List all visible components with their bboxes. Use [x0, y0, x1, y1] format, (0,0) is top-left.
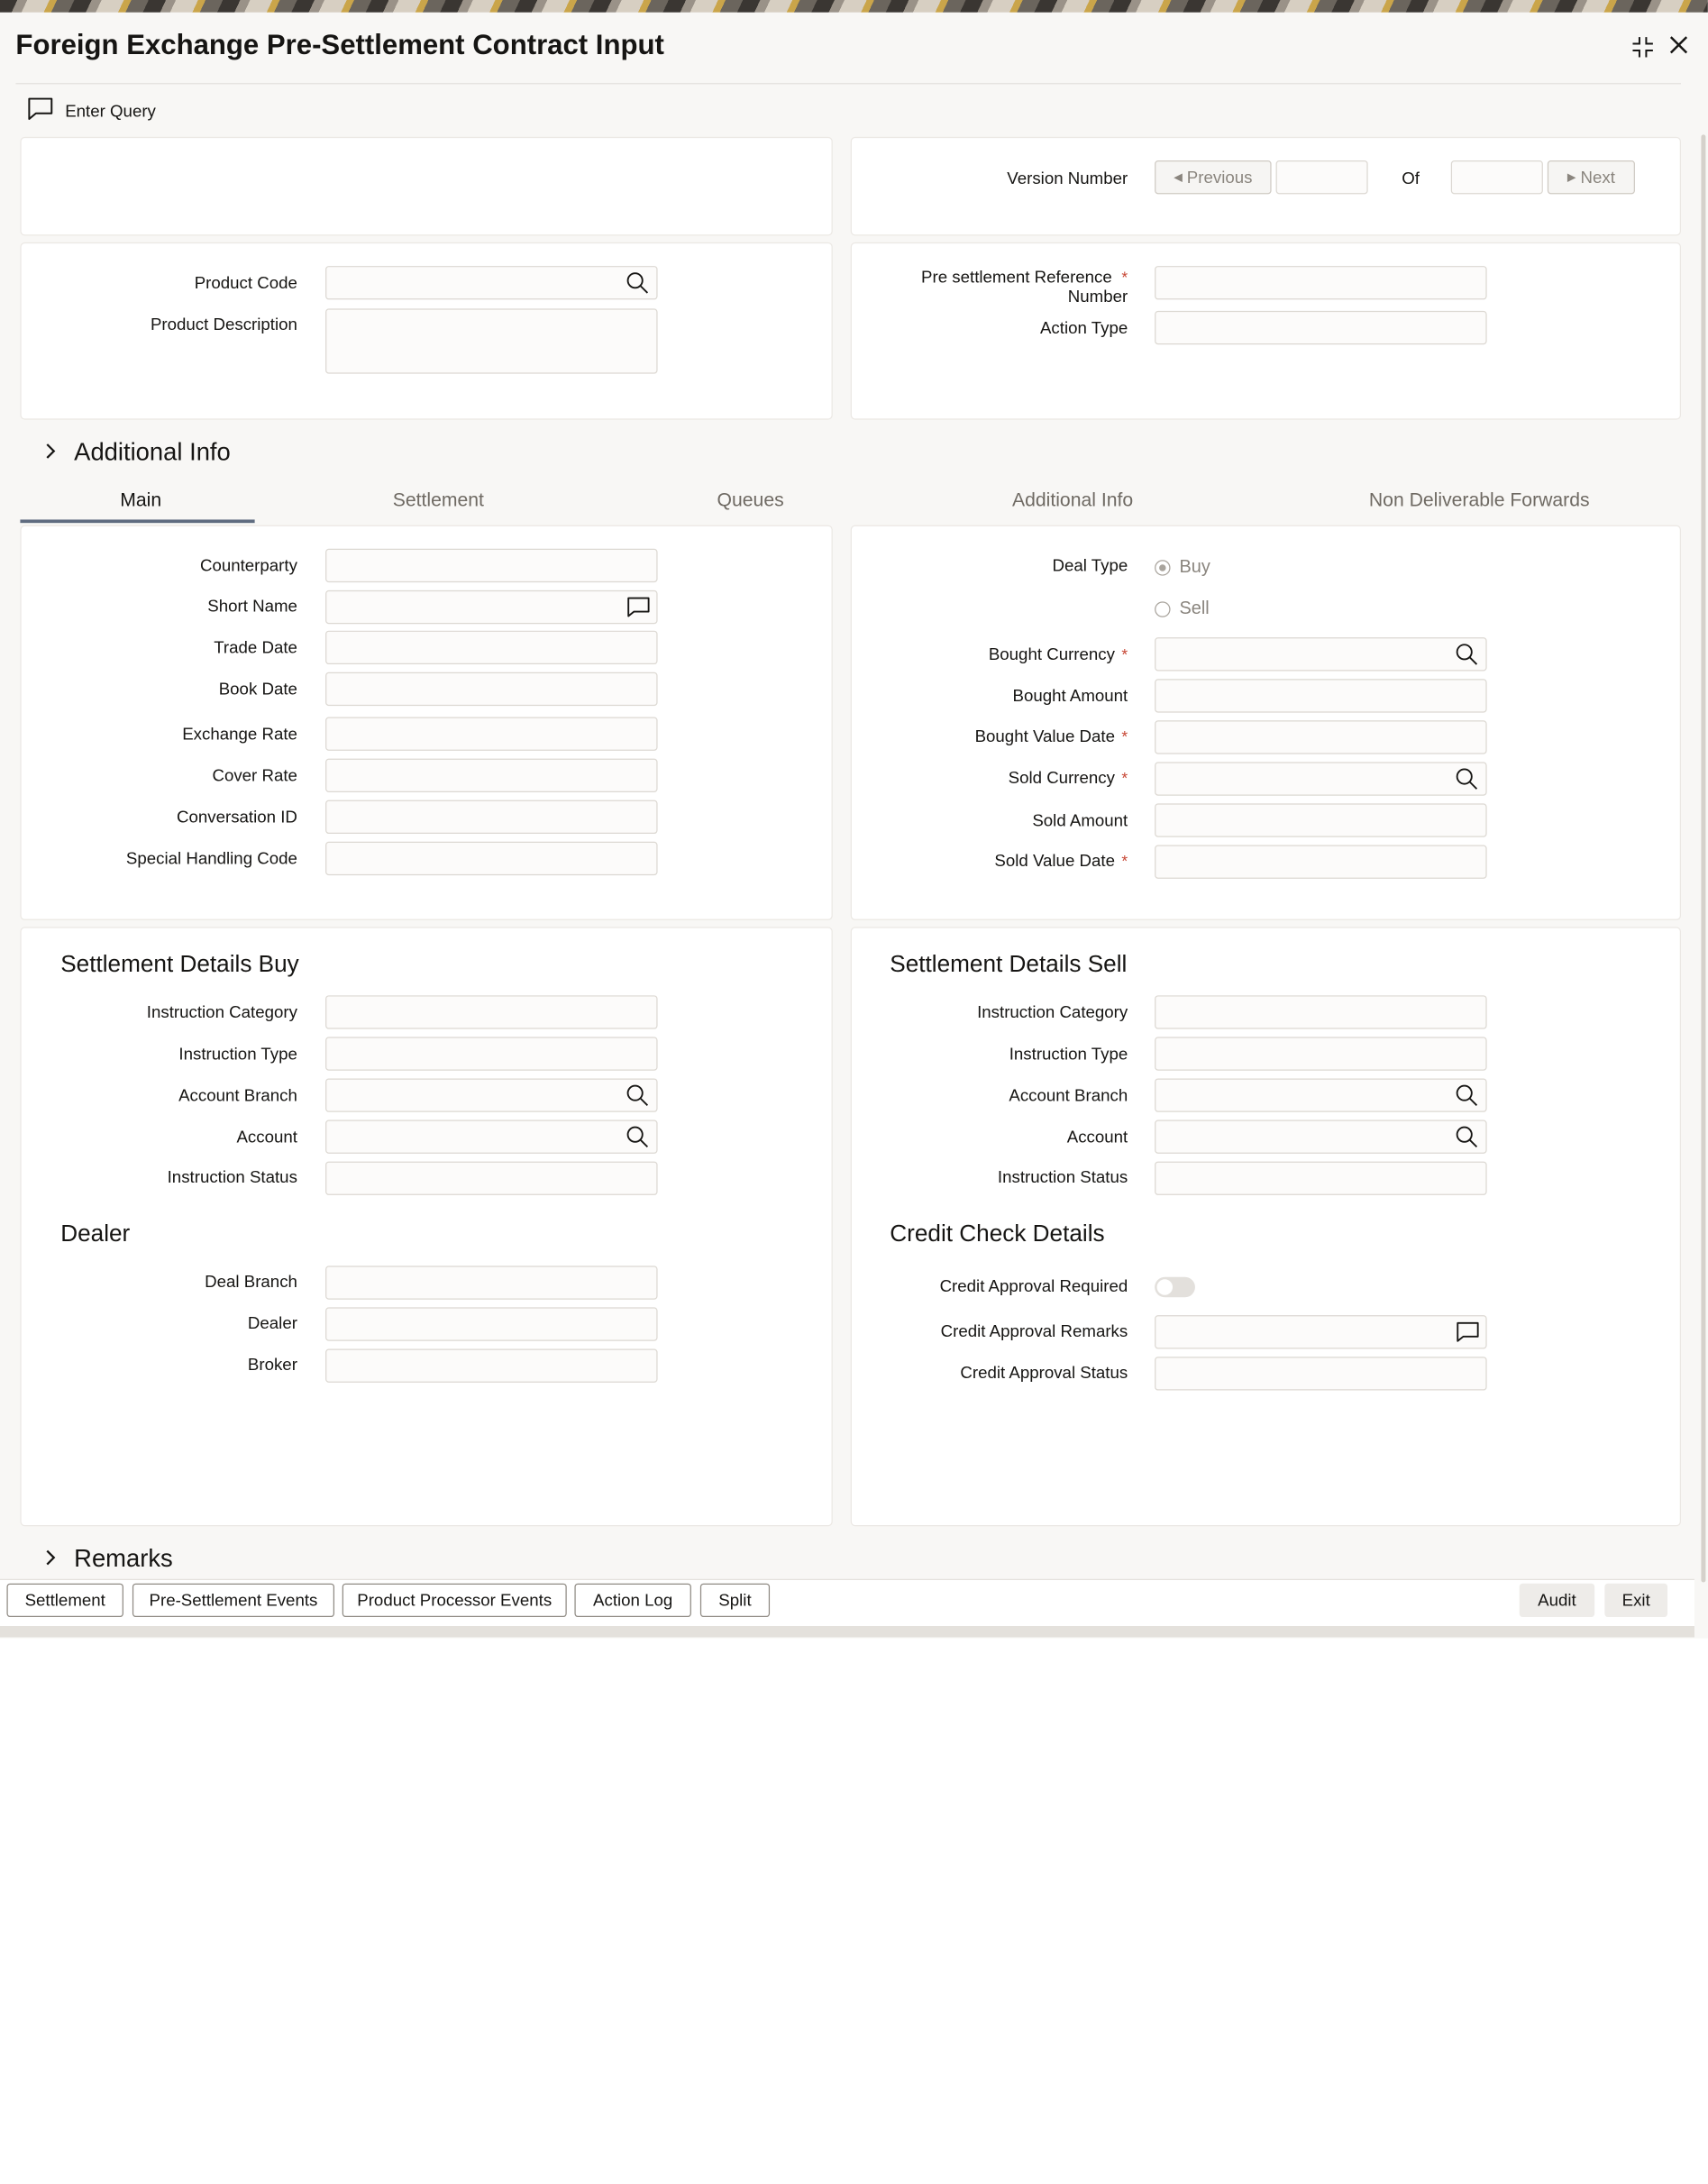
remarks-label: Remarks	[74, 1544, 173, 1573]
buy-account-branch-field[interactable]	[325, 1078, 658, 1111]
bought-currency-text: Bought Currency	[988, 644, 1115, 665]
required-marker: *	[1121, 768, 1128, 787]
exchange-rate-field[interactable]	[325, 717, 658, 751]
sell-account-field[interactable]	[1155, 1120, 1487, 1154]
credit-approval-required-label: Credit Approval Required	[939, 1276, 1128, 1296]
dealer-title: Dealer	[60, 1220, 131, 1247]
reference-number-label	[836, 269, 1128, 306]
comment-icon[interactable]	[626, 596, 649, 618]
search-icon[interactable]	[626, 1126, 649, 1148]
special-handling-code-label: Special Handling Code	[125, 849, 297, 869]
previous-label: Previous	[1186, 168, 1253, 187]
deal-branch-field[interactable]	[325, 1266, 658, 1299]
sold-value-date-field[interactable]	[1155, 845, 1487, 878]
counterparty-field[interactable]	[325, 549, 658, 582]
trade-date-field[interactable]	[325, 631, 658, 664]
action-log-button[interactable]: Action Log	[574, 1584, 690, 1617]
sold-amount-field[interactable]	[1155, 803, 1487, 836]
bought-currency-label	[836, 645, 1128, 664]
of-label: Of	[1402, 169, 1420, 189]
bought-value-date-field[interactable]	[1155, 720, 1487, 754]
sell-instruction-type-label: Instruction Type	[1009, 1045, 1128, 1065]
reference-label-line1: Pre settlement Reference	[921, 268, 1112, 288]
product-code-field[interactable]	[325, 266, 658, 299]
buy-instruction-category-label: Instruction Category	[146, 1003, 297, 1023]
sold-currency-label	[836, 769, 1128, 788]
credit-check-title: Credit Check Details	[890, 1220, 1105, 1247]
next-label: Next	[1580, 168, 1615, 187]
sold-currency-text: Sold Currency	[1008, 768, 1115, 788]
dealer-label: Dealer	[247, 1313, 297, 1334]
credit-approval-status-label: Credit Approval Status	[960, 1363, 1128, 1383]
buy-account-branch-label: Account Branch	[178, 1086, 297, 1106]
pre-settlement-events-button[interactable]: Pre-Settlement Events	[132, 1584, 334, 1617]
required-marker: *	[1121, 268, 1128, 287]
bottom-strip	[0, 1626, 1694, 1637]
tab-main[interactable]: Main	[120, 489, 162, 511]
cover-rate-field[interactable]	[325, 759, 658, 792]
tab-queues[interactable]: Queues	[717, 489, 784, 511]
buy-instruction-type-field[interactable]	[325, 1037, 658, 1070]
buy-instruction-category-field[interactable]	[325, 995, 658, 1028]
chevron-right-icon	[42, 438, 58, 467]
settlement-buy-title: Settlement Details Buy	[60, 951, 299, 978]
short-name-label: Short Name	[207, 597, 297, 617]
tab-settlement[interactable]: Settlement	[392, 489, 484, 511]
caret-right-icon: ▶	[1566, 170, 1576, 184]
special-handling-code-field[interactable]	[325, 842, 658, 875]
conversation-id-label: Conversation ID	[177, 808, 297, 827]
buy-account-label: Account	[236, 1128, 297, 1147]
book-date-label: Book Date	[218, 680, 297, 699]
cover-rate-label: Cover Rate	[212, 766, 297, 786]
close-icon[interactable]	[1667, 33, 1690, 62]
sell-account-branch-label: Account Branch	[1009, 1086, 1128, 1106]
search-icon[interactable]	[626, 271, 649, 294]
dealer-field[interactable]	[325, 1307, 658, 1340]
sell-account-label: Account	[1066, 1128, 1128, 1147]
product-processor-events-button[interactable]: Product Processor Events	[343, 1584, 567, 1617]
page-title: Foreign Exchange Pre-Settlement Contract Input	[15, 29, 664, 61]
credit-approval-remarks-label: Credit Approval Remarks	[940, 1321, 1128, 1341]
tab-non-deliverable-forwards[interactable]: Non Deliverable Forwards	[1368, 489, 1590, 511]
main-left-panel	[20, 525, 832, 920]
search-icon[interactable]	[1456, 643, 1478, 665]
credit-approval-remarks-field[interactable]	[1155, 1315, 1487, 1348]
buy-account-field[interactable]	[325, 1120, 658, 1154]
comment-icon[interactable]	[1456, 1320, 1478, 1343]
version-number-label: Version Number	[1007, 169, 1128, 189]
bought-currency-field[interactable]	[1155, 637, 1487, 671]
deal-type-sell-radio[interactable]	[1155, 599, 1210, 619]
deal-type-label: Deal Type	[1052, 556, 1128, 576]
search-icon[interactable]	[1456, 1084, 1478, 1107]
bought-amount-field[interactable]	[1155, 679, 1487, 712]
radio-selected-icon	[1155, 560, 1170, 575]
enter-query-label: Enter Query	[65, 101, 156, 121]
sell-instruction-category-label: Instruction Category	[977, 1003, 1128, 1023]
additional-info-label: Additional Info	[74, 437, 231, 466]
buy-instruction-status-field[interactable]	[325, 1162, 658, 1195]
split-button[interactable]: Split	[700, 1584, 770, 1617]
broker-label: Broker	[247, 1355, 297, 1375]
sold-value-date-label	[836, 852, 1128, 871]
trade-date-label: Trade Date	[214, 638, 297, 658]
header-blank-panel	[20, 137, 832, 236]
product-description-label: Product Description	[150, 315, 297, 335]
counterparty-label: Counterparty	[199, 556, 297, 576]
required-marker: *	[1121, 851, 1128, 870]
collapse-icon[interactable]	[1630, 33, 1657, 67]
exchange-rate-label: Exchange Rate	[182, 725, 297, 745]
sell-instruction-type-field[interactable]	[1155, 1037, 1487, 1070]
sell-instruction-category-field[interactable]	[1155, 995, 1487, 1028]
version-total-field[interactable]	[1451, 160, 1543, 194]
reference-number-field[interactable]	[1155, 266, 1487, 299]
required-marker: *	[1121, 644, 1128, 663]
tab-additional-info[interactable]: Additional Info	[1011, 489, 1134, 511]
radio-unselected-icon	[1155, 601, 1170, 617]
broker-field[interactable]	[325, 1348, 658, 1382]
sold-currency-field[interactable]	[1155, 762, 1487, 795]
sold-amount-label: Sold Amount	[1032, 811, 1128, 831]
buy-label: Buy	[1179, 557, 1210, 577]
short-name-field[interactable]	[325, 590, 658, 624]
deal-branch-label: Deal Branch	[205, 1272, 297, 1292]
sell-instruction-status-label: Instruction Status	[997, 1168, 1128, 1188]
buy-instruction-type-label: Instruction Type	[178, 1045, 297, 1065]
caret-left-icon: ◀	[1174, 170, 1183, 184]
product-description-field[interactable]	[325, 308, 658, 373]
sell-instruction-status-field[interactable]	[1155, 1162, 1487, 1195]
reference-panel	[851, 242, 1681, 420]
credit-approval-required-toggle[interactable]	[1155, 1277, 1195, 1297]
reference-label-line2: Number	[1067, 287, 1128, 306]
vertical-scrollbar[interactable]	[1701, 134, 1705, 1582]
audit-button[interactable]: Audit	[1520, 1584, 1594, 1617]
next-button[interactable]	[1548, 160, 1635, 194]
comment-icon	[27, 96, 54, 125]
deal-type-buy-radio[interactable]	[1155, 558, 1210, 578]
bought-amount-label: Bought Amount	[1012, 686, 1128, 707]
conversation-id-field[interactable]	[325, 800, 658, 834]
buy-instruction-status-label: Instruction Status	[167, 1168, 297, 1188]
remarks-section[interactable]	[42, 1544, 172, 1573]
settlement-buy-panel	[20, 927, 832, 1526]
sell-label: Sell	[1179, 599, 1210, 618]
main-right-panel	[851, 525, 1681, 920]
action-type-field[interactable]	[1155, 311, 1487, 344]
action-type-label: Action Type	[1039, 318, 1128, 338]
enter-query-button[interactable]	[27, 96, 156, 125]
exit-button[interactable]: Exit	[1604, 1584, 1667, 1617]
settlement-sell-title: Settlement Details Sell	[890, 951, 1128, 978]
search-icon[interactable]	[626, 1084, 649, 1107]
sold-value-date-text: Sold Value Date	[994, 851, 1115, 872]
search-icon[interactable]	[1456, 1126, 1478, 1148]
decorative-banner	[0, 0, 1708, 13]
title-divider	[15, 83, 1681, 84]
search-icon[interactable]	[1456, 768, 1478, 790]
active-tab-indicator	[20, 519, 254, 523]
bought-value-date-text: Bought Value Date	[974, 726, 1115, 746]
version-panel	[851, 137, 1681, 236]
product-panel	[20, 242, 832, 420]
settlement-button[interactable]: Settlement	[6, 1584, 123, 1617]
product-code-label: Product Code	[194, 273, 297, 293]
chevron-right-icon	[42, 1544, 58, 1573]
settlement-sell-panel	[851, 927, 1681, 1526]
additional-info-section[interactable]	[42, 438, 230, 467]
book-date-field[interactable]	[325, 672, 658, 706]
sell-account-branch-field[interactable]	[1155, 1078, 1487, 1111]
credit-approval-status-field[interactable]	[1155, 1357, 1487, 1390]
required-marker: *	[1121, 726, 1128, 745]
bought-value-date-label	[836, 727, 1128, 746]
